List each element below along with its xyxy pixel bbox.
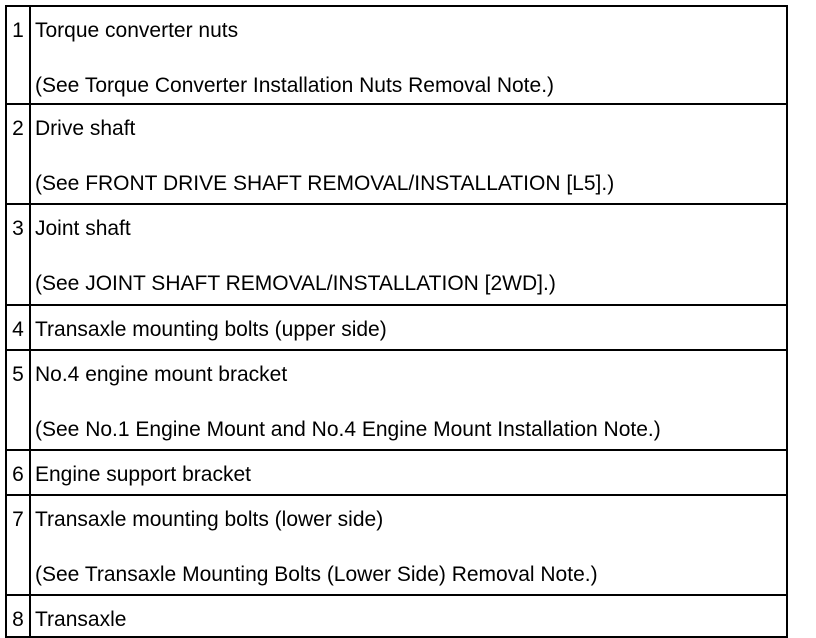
row-description bbox=[30, 350, 787, 450]
part-name: Transaxle bbox=[35, 608, 127, 631]
row-description bbox=[30, 450, 787, 495]
part-note-link[interactable]: (See Torque Converter Installation Nuts Removal Note.) bbox=[35, 74, 555, 97]
row-description bbox=[30, 595, 787, 637]
part-name: Torque converter nuts bbox=[35, 19, 239, 42]
table-row bbox=[6, 6, 787, 104]
row-number: 6 bbox=[6, 450, 30, 495]
row-number: 2 bbox=[6, 104, 30, 204]
part-note-link[interactable]: (See FRONT DRIVE SHAFT REMOVAL/INSTALLATION [L5].) bbox=[35, 172, 615, 195]
row-number: 1 bbox=[6, 6, 30, 104]
part-name: No.4 engine mount bracket bbox=[35, 363, 288, 386]
row-description bbox=[30, 495, 787, 595]
row-description bbox=[30, 204, 787, 305]
row-description bbox=[30, 305, 787, 350]
part-name: Joint shaft bbox=[35, 217, 131, 240]
part-name: Transaxle mounting bolts (upper side) bbox=[35, 318, 387, 341]
row-description bbox=[30, 6, 787, 104]
parts-table bbox=[5, 5, 788, 638]
row-number: 8 bbox=[6, 595, 30, 637]
table-row bbox=[6, 204, 787, 305]
table-row bbox=[6, 450, 787, 495]
row-description bbox=[30, 104, 787, 204]
part-name: Drive shaft bbox=[35, 117, 136, 140]
row-number: 3 bbox=[6, 204, 30, 305]
table-row bbox=[6, 104, 787, 204]
part-note-link[interactable]: (See Transaxle Mounting Bolts (Lower Side) Removal Note.) bbox=[35, 563, 598, 586]
part-name: Transaxle mounting bolts (lower side) bbox=[35, 508, 384, 531]
table-row bbox=[6, 305, 787, 350]
row-number: 4 bbox=[6, 305, 30, 350]
table-row bbox=[6, 350, 787, 450]
part-note-link[interactable]: (See No.1 Engine Mount and No.4 Engine Mount Installation Note.) bbox=[35, 418, 661, 441]
part-note-link[interactable]: (See JOINT SHAFT REMOVAL/INSTALLATION [2WD].) bbox=[35, 272, 556, 295]
table-row bbox=[6, 495, 787, 595]
row-number: 7 bbox=[6, 495, 30, 595]
part-name: Engine support bracket bbox=[35, 463, 251, 486]
table-row bbox=[6, 595, 787, 637]
row-number: 5 bbox=[6, 350, 30, 450]
